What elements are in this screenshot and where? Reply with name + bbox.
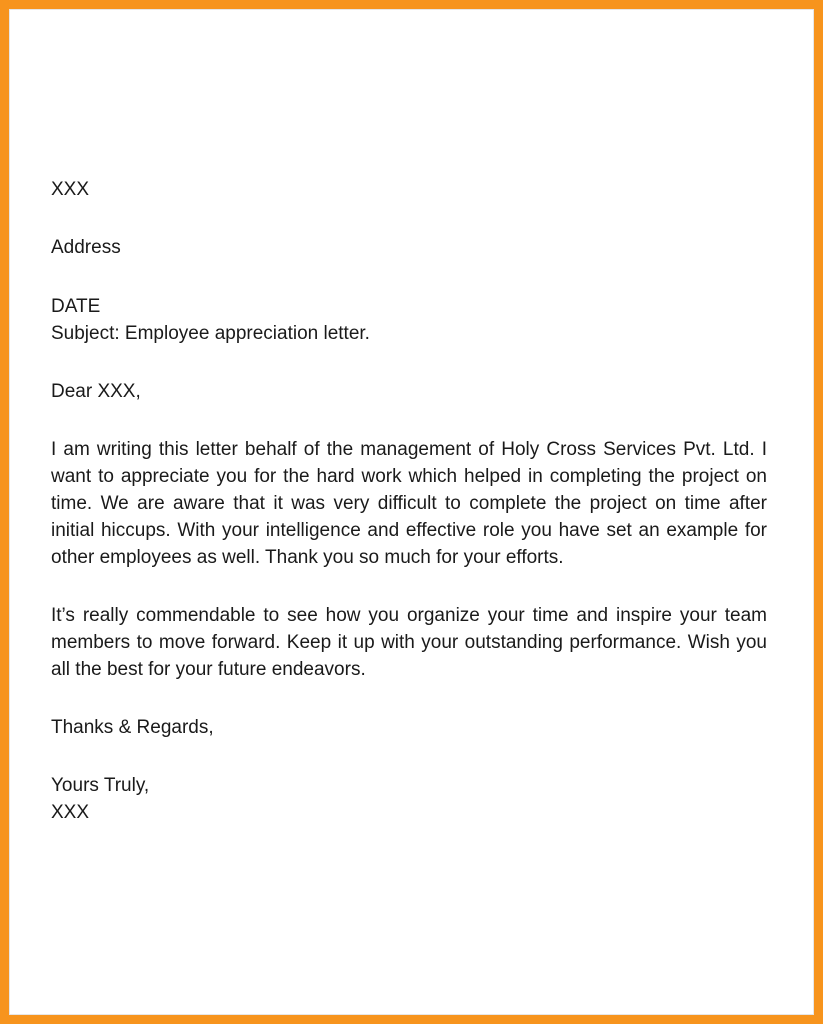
body-paragraph-2: It’s really commendable to see how you organize your time and inspire your team members to move forward. Keep it up with your outstanding performance. Wish you all the best for your future endeavors. [51, 605, 767, 680]
letter-subject: Subject: Employee appreciation letter. [51, 323, 370, 344]
salutation: Dear XXX, [51, 381, 141, 402]
letter-body [51, 176, 767, 826]
recipient-address: Address [51, 237, 121, 258]
body-paragraph-1: I am writing this letter behalf of the management of Holy Cross Services Pvt. Ltd. I want to appreciate you for the hard work which helped in completing the project on time. We are aware that it was very difficult to complete the project on time after initial hiccups. With your intelligence and effective role you have set an example for other employees as well. Thank you so much for your efforts. [51, 439, 767, 568]
recipient-name: XXX [51, 179, 90, 200]
closing-regards: Thanks & Regards, [51, 717, 214, 738]
signature-name: XXX [51, 802, 90, 823]
letter-date: DATE [51, 296, 101, 317]
closing-yours-truly: Yours Truly, [51, 775, 150, 796]
